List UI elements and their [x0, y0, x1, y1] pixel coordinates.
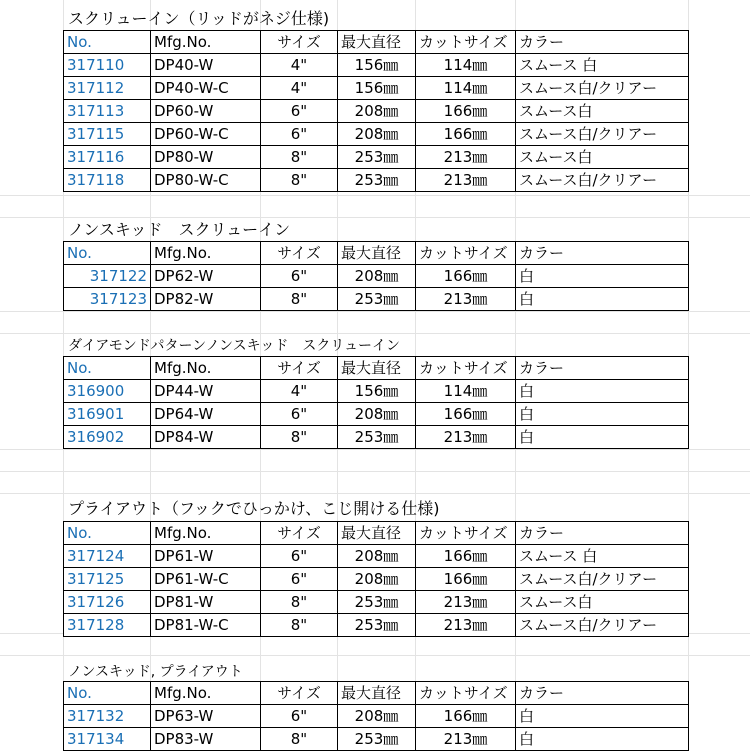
cell-diameter: 208㎜: [338, 568, 416, 591]
table-row: [64, 169, 689, 192]
header-color: カラー: [516, 357, 689, 380]
gridline: [0, 493, 750, 494]
table-row: [64, 54, 689, 77]
cell-size: 6": [261, 705, 338, 728]
section-title: スクリューイン（リッドがネジ仕様): [68, 9, 330, 28]
cell-cut-size: 114㎜: [416, 77, 516, 100]
cell-cut-size: 166㎜: [416, 265, 516, 288]
cell-mfg: DP84-W: [151, 426, 261, 449]
cell-no: 317122: [64, 265, 151, 288]
header-size: サイズ: [261, 31, 338, 54]
header-row: [64, 242, 689, 265]
cell-cut-size: 114㎜: [416, 54, 516, 77]
header-mfg: Mfg.No.: [151, 31, 261, 54]
header-size: サイズ: [261, 357, 338, 380]
cell-mfg: DP81-W-C: [151, 614, 261, 637]
gridline: [0, 195, 750, 196]
cell-no: 317123: [64, 288, 151, 311]
header-mfg: Mfg.No.: [151, 242, 261, 265]
cell-no: 317112: [64, 77, 151, 100]
cell-cut-size: 213㎜: [416, 169, 516, 192]
cell-color: スムース白: [516, 100, 689, 123]
cell-mfg: DP44-W: [151, 380, 261, 403]
cell-color: 白: [516, 265, 689, 288]
cell-cut-size: 166㎜: [416, 403, 516, 426]
cell-size: 8": [261, 169, 338, 192]
table-row: [64, 403, 689, 426]
header-mfg: Mfg.No.: [151, 522, 261, 545]
header-mfg: Mfg.No.: [151, 357, 261, 380]
cell-mfg: DP60-W: [151, 100, 261, 123]
cell-color: 白: [516, 288, 689, 311]
cell-color: スムース白/クリアー: [516, 614, 689, 637]
section-title: ノンスキッド, プライアウト: [68, 664, 243, 680]
table-row: [64, 288, 689, 311]
cell-mfg: DP61-W: [151, 545, 261, 568]
cell-size: 8": [261, 614, 338, 637]
cell-no: 316902: [64, 426, 151, 449]
cell-size: 8": [261, 728, 338, 751]
cell-cut-size: 166㎜: [416, 123, 516, 146]
table-row: [64, 123, 689, 146]
cell-diameter: 253㎜: [338, 426, 416, 449]
table-row: [64, 545, 689, 568]
cell-no: 317124: [64, 545, 151, 568]
cell-size: 8": [261, 591, 338, 614]
cell-no: 317118: [64, 169, 151, 192]
cell-cut-size: 213㎜: [416, 426, 516, 449]
header-diameter: 最大直径: [338, 682, 416, 705]
gridline: [0, 471, 750, 472]
cell-color: スムース 白: [516, 545, 689, 568]
cell-color: 白: [516, 728, 689, 751]
table-row: [64, 568, 689, 591]
header-mfg: Mfg.No.: [151, 682, 261, 705]
cell-no: 316900: [64, 380, 151, 403]
cell-size: 8": [261, 426, 338, 449]
header-diameter: 最大直径: [338, 522, 416, 545]
cell-diameter: 156㎜: [338, 380, 416, 403]
cell-size: 4": [261, 77, 338, 100]
cell-color: スムース白/クリアー: [516, 568, 689, 591]
cell-mfg: DP60-W-C: [151, 123, 261, 146]
cell-no: 317115: [64, 123, 151, 146]
cell-diameter: 253㎜: [338, 288, 416, 311]
section-title: プライアウト（フックでひっかけ、こじ開ける仕様): [68, 499, 440, 518]
cell-color: スムース 白: [516, 54, 689, 77]
header-size: サイズ: [261, 242, 338, 265]
cell-size: 8": [261, 146, 338, 169]
gridline: [0, 311, 750, 312]
cell-diameter: 208㎜: [338, 100, 416, 123]
cell-mfg: DP40-W: [151, 54, 261, 77]
cell-color: スムース白/クリアー: [516, 77, 689, 100]
cell-cut-size: 166㎜: [416, 705, 516, 728]
cell-cut-size: 166㎜: [416, 545, 516, 568]
cell-color: スムース白: [516, 146, 689, 169]
cell-color: 白: [516, 705, 689, 728]
header-size: サイズ: [261, 682, 338, 705]
cell-cut-size: 213㎜: [416, 288, 516, 311]
cell-diameter: 253㎜: [338, 614, 416, 637]
table-row: [64, 591, 689, 614]
cell-diameter: 208㎜: [338, 265, 416, 288]
table-row: [64, 146, 689, 169]
cell-mfg: DP40-W-C: [151, 77, 261, 100]
header-no: No.: [64, 682, 151, 705]
cell-color: スムース白/クリアー: [516, 123, 689, 146]
table-row: [64, 728, 689, 751]
cell-no: 317116: [64, 146, 151, 169]
header-color: カラー: [516, 522, 689, 545]
table-row: [64, 614, 689, 637]
cell-diameter: 208㎜: [338, 123, 416, 146]
cell-diameter: 253㎜: [338, 728, 416, 751]
product-table: [63, 681, 689, 751]
cell-cut-size: 213㎜: [416, 728, 516, 751]
table-row: [64, 380, 689, 403]
cell-no: 317110: [64, 54, 151, 77]
header-cut-size: カットサイズ: [416, 522, 516, 545]
header-cut-size: カットサイズ: [416, 242, 516, 265]
gridline: [0, 449, 750, 450]
header-no: No.: [64, 242, 151, 265]
cell-mfg: DP80-W-C: [151, 169, 261, 192]
cell-no: 316901: [64, 403, 151, 426]
header-color: カラー: [516, 242, 689, 265]
cell-diameter: 156㎜: [338, 77, 416, 100]
cell-size: 6": [261, 123, 338, 146]
cell-cut-size: 166㎜: [416, 568, 516, 591]
cell-mfg: DP62-W: [151, 265, 261, 288]
header-row: [64, 682, 689, 705]
header-row: [64, 31, 689, 54]
cell-size: 4": [261, 54, 338, 77]
cell-no: 317132: [64, 705, 151, 728]
header-diameter: 最大直径: [338, 242, 416, 265]
gridline: [0, 333, 750, 334]
cell-color: 白: [516, 380, 689, 403]
cell-mfg: DP81-W: [151, 591, 261, 614]
section-title: ダイアモンドパターンノンスキッド スクリューイン: [68, 338, 400, 354]
cell-size: 8": [261, 288, 338, 311]
cell-cut-size: 213㎜: [416, 591, 516, 614]
cell-diameter: 208㎜: [338, 403, 416, 426]
cell-mfg: DP80-W: [151, 146, 261, 169]
cell-mfg: DP83-W: [151, 728, 261, 751]
cell-no: 317125: [64, 568, 151, 591]
cell-diameter: 208㎜: [338, 545, 416, 568]
cell-cut-size: 213㎜: [416, 614, 516, 637]
header-row: [64, 357, 689, 380]
cell-diameter: 156㎜: [338, 54, 416, 77]
header-diameter: 最大直径: [338, 357, 416, 380]
table-row: [64, 265, 689, 288]
header-cut-size: カットサイズ: [416, 31, 516, 54]
cell-mfg: DP63-W: [151, 705, 261, 728]
cell-size: 6": [261, 265, 338, 288]
cell-cut-size: 114㎜: [416, 380, 516, 403]
header-size: サイズ: [261, 522, 338, 545]
cell-color: スムース白: [516, 591, 689, 614]
table-row: [64, 426, 689, 449]
cell-no: 317128: [64, 614, 151, 637]
cell-diameter: 208㎜: [338, 705, 416, 728]
table-row: [64, 100, 689, 123]
header-no: No.: [64, 357, 151, 380]
table-row: [64, 77, 689, 100]
cell-mfg: DP82-W: [151, 288, 261, 311]
header-color: カラー: [516, 682, 689, 705]
gridline: [0, 655, 750, 656]
product-table: [63, 356, 689, 449]
header-cut-size: カットサイズ: [416, 357, 516, 380]
cell-diameter: 253㎜: [338, 146, 416, 169]
cell-cut-size: 166㎜: [416, 100, 516, 123]
product-table: [63, 521, 689, 637]
cell-size: 6": [261, 545, 338, 568]
cell-no: 317134: [64, 728, 151, 751]
cell-mfg: DP61-W-C: [151, 568, 261, 591]
cell-size: 4": [261, 380, 338, 403]
header-cut-size: カットサイズ: [416, 682, 516, 705]
cell-size: 6": [261, 100, 338, 123]
cell-color: スムース白/クリアー: [516, 169, 689, 192]
header-no: No.: [64, 522, 151, 545]
table-row: [64, 705, 689, 728]
cell-color: 白: [516, 403, 689, 426]
header-diameter: 最大直径: [338, 31, 416, 54]
section-title: ノンスキッド スクリューイン: [68, 220, 291, 239]
header-row: [64, 522, 689, 545]
cell-color: 白: [516, 426, 689, 449]
cell-cut-size: 213㎜: [416, 146, 516, 169]
cell-mfg: DP64-W: [151, 403, 261, 426]
cell-diameter: 253㎜: [338, 591, 416, 614]
cell-size: 6": [261, 403, 338, 426]
header-no: No.: [64, 31, 151, 54]
cell-no: 317126: [64, 591, 151, 614]
cell-diameter: 253㎜: [338, 169, 416, 192]
cell-no: 317113: [64, 100, 151, 123]
product-table: [63, 241, 689, 311]
header-color: カラー: [516, 31, 689, 54]
product-table: [63, 30, 689, 192]
cell-size: 6": [261, 568, 338, 591]
